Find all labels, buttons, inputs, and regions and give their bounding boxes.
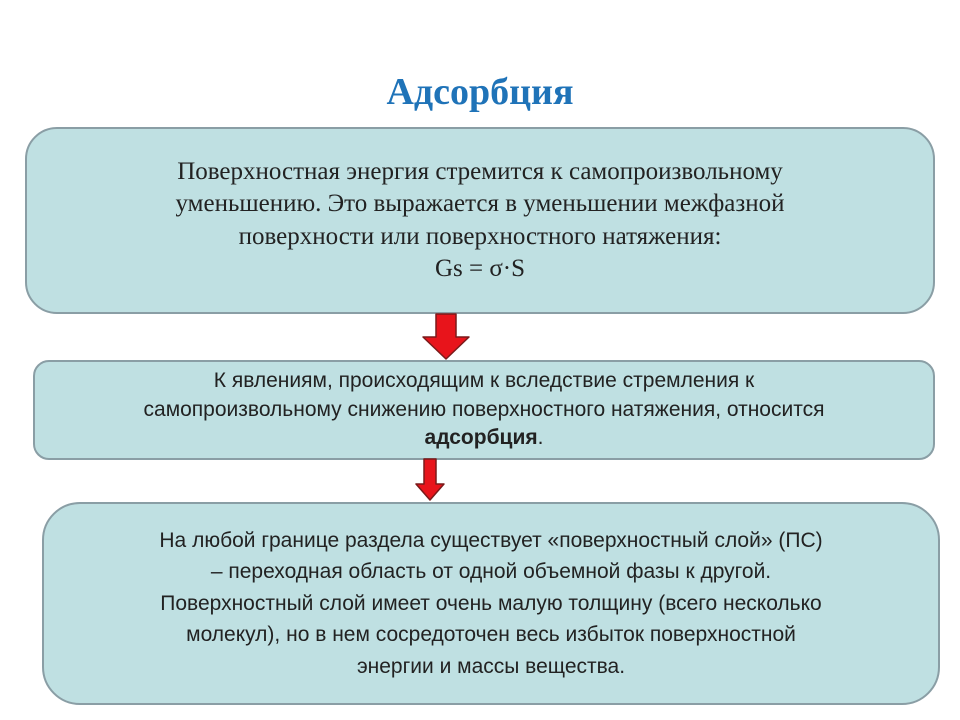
surface-layer-line-2: – переходная область от одной объемной фазы к другой. [210,560,772,584]
down-arrow-icon [421,313,471,361]
adsorption-term: адсорбция [424,426,538,450]
down-arrow-icon [415,458,445,502]
surface-layer-line-5: энергии и массы вещества. [356,654,626,678]
surface-energy-line-1: Поверхностная энергия стремится к самопроизвольному [177,157,783,185]
surface-layer-line-1: На любой границе раздела существует «поверхностный слой» (ПС) [159,528,823,552]
adsorption-period: . [537,426,544,450]
surface-energy-line-2: уменьшению. Это выражается в уменьшении межфазной [175,190,785,217]
surface-layer-line-3: Поверхностный слой имеет очень малую толщину (всего несколько [160,591,822,615]
surface-energy-line-3: поверхности или поверхностного натяжения: [238,222,722,250]
surface-layer-box [42,502,940,705]
page-title: Адсорбция [386,71,574,113]
surface-energy-formula: Gs = σ·S [434,255,526,282]
adsorption-phenomena-line-2: самопроизвольному снижению поверхностного натяжения, относится [143,397,825,421]
adsorption-phenomena-line-3 [425,424,544,453]
adsorption-phenomena-line-1: К явлениям, происходящим к вследствие стремления к [213,368,755,392]
surface-energy-box [25,127,935,314]
adsorption-phenomena-box [33,360,935,460]
surface-layer-line-4: молекул), но в нем сосредоточен весь избыток поверхностной [186,623,796,647]
